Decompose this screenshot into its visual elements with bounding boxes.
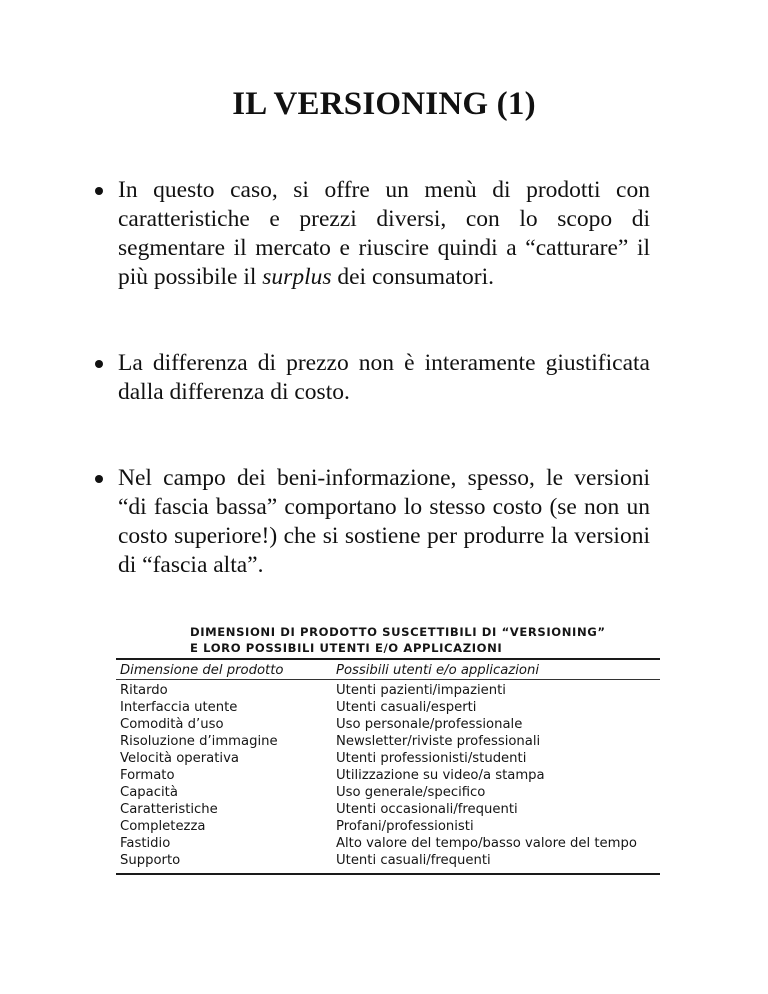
table-row: [116, 716, 660, 733]
table-cell-users: Profani/professionisti: [336, 819, 474, 834]
table-row: [116, 699, 660, 716]
table-cell-dimension: Completezza: [120, 819, 206, 834]
table-cell-dimension: Comodità d’uso: [120, 717, 224, 732]
bullet-text: [118, 177, 650, 290]
table-row: [116, 733, 660, 750]
table-heading: [116, 624, 660, 656]
table-cell-users: Utenti occasionali/frequenti: [336, 802, 518, 817]
table-cell-users: Uso personale/professionale: [336, 717, 523, 732]
table-cell-dimension: Caratteristiche: [120, 802, 218, 817]
table-cell-users: Utenti casuali/frequenti: [336, 853, 491, 868]
table-row: [116, 767, 660, 784]
table-cell-dimension: Supporto: [120, 853, 181, 868]
table-cell-users: Utenti casuali/esperti: [336, 700, 477, 715]
table-bottom-rule: [116, 873, 660, 875]
table-cell-users: Newsletter/riviste professionali: [336, 734, 541, 749]
bullet-item: [95, 176, 650, 292]
table-cell-users: Utilizzazione su video/a stampa: [336, 768, 545, 783]
table-cell-dimension: Ritardo: [120, 683, 168, 698]
bullet-list: [95, 176, 650, 580]
bullet-text-part: In questo caso, si offre un menù di prodotti con caratteristiche e prezzi diversi, con lo scopo di segmentare il mercato e riuscire quindi a “catturare” il più possibile il: [118, 177, 650, 290]
bullet-item: [95, 349, 650, 407]
bullet-item: [95, 464, 650, 580]
page-title: IL VERSIONING (1): [232, 86, 536, 122]
table-cell-dimension: Velocità operativa: [120, 751, 239, 766]
table-cell-dimension: Formato: [120, 768, 175, 783]
table-row: [116, 801, 660, 818]
table-cell-dimension: Risoluzione d’immagine: [120, 734, 278, 749]
table-row: [116, 835, 660, 852]
versioning-table-figure: [116, 624, 660, 875]
table-cell-users: Utenti professionisti/studenti: [336, 751, 527, 766]
column-header: Possibili utenti e/o applicazioni: [336, 663, 539, 678]
table-row: [116, 750, 660, 767]
table-row: [116, 852, 660, 873]
table-body: [116, 680, 660, 873]
bullet-text: La differenza di prezzo non è interamente giustificata dalla differenza di costo.: [118, 350, 650, 405]
table-header-row: [116, 660, 660, 679]
table-row: [116, 818, 660, 835]
table-cell-dimension: Interfaccia utente: [120, 700, 238, 715]
table-row: [116, 680, 660, 699]
versioning-table: [116, 660, 660, 873]
column-header: Dimensione del prodotto: [120, 663, 284, 678]
bullet-dot-icon: [95, 475, 103, 483]
table-heading-line: DIMENSIONI DI PRODOTTO SUSCETTIBILI DI “VERSIONING”: [190, 625, 606, 639]
table-cell-dimension: Fastidio: [120, 836, 171, 851]
bullet-text-part: dei consumatori.: [331, 264, 495, 290]
bullet-text-italic: surplus: [262, 264, 332, 290]
bullet-dot-icon: [95, 187, 103, 195]
table-cell-users: Uso generale/specifico: [336, 785, 486, 800]
table-cell-dimension: Capacità: [120, 785, 178, 800]
table-cell-users: Alto valore del tempo/basso valore del tempo: [336, 836, 637, 851]
bullet-dot-icon: [95, 360, 103, 368]
table-cell-users: Utenti pazienti/impazienti: [336, 683, 506, 698]
table-heading-line: E LORO POSSIBILI UTENTI E/O APPLICAZIONI: [190, 641, 503, 655]
bullet-text: Nel campo dei beni-informazione, spesso, le versioni “di fascia bassa” comportano lo stesso costo (se non un costo superiore!) che si sostiene per produrre la versioni di “fascia alta”.: [118, 465, 650, 578]
table-row: [116, 784, 660, 801]
